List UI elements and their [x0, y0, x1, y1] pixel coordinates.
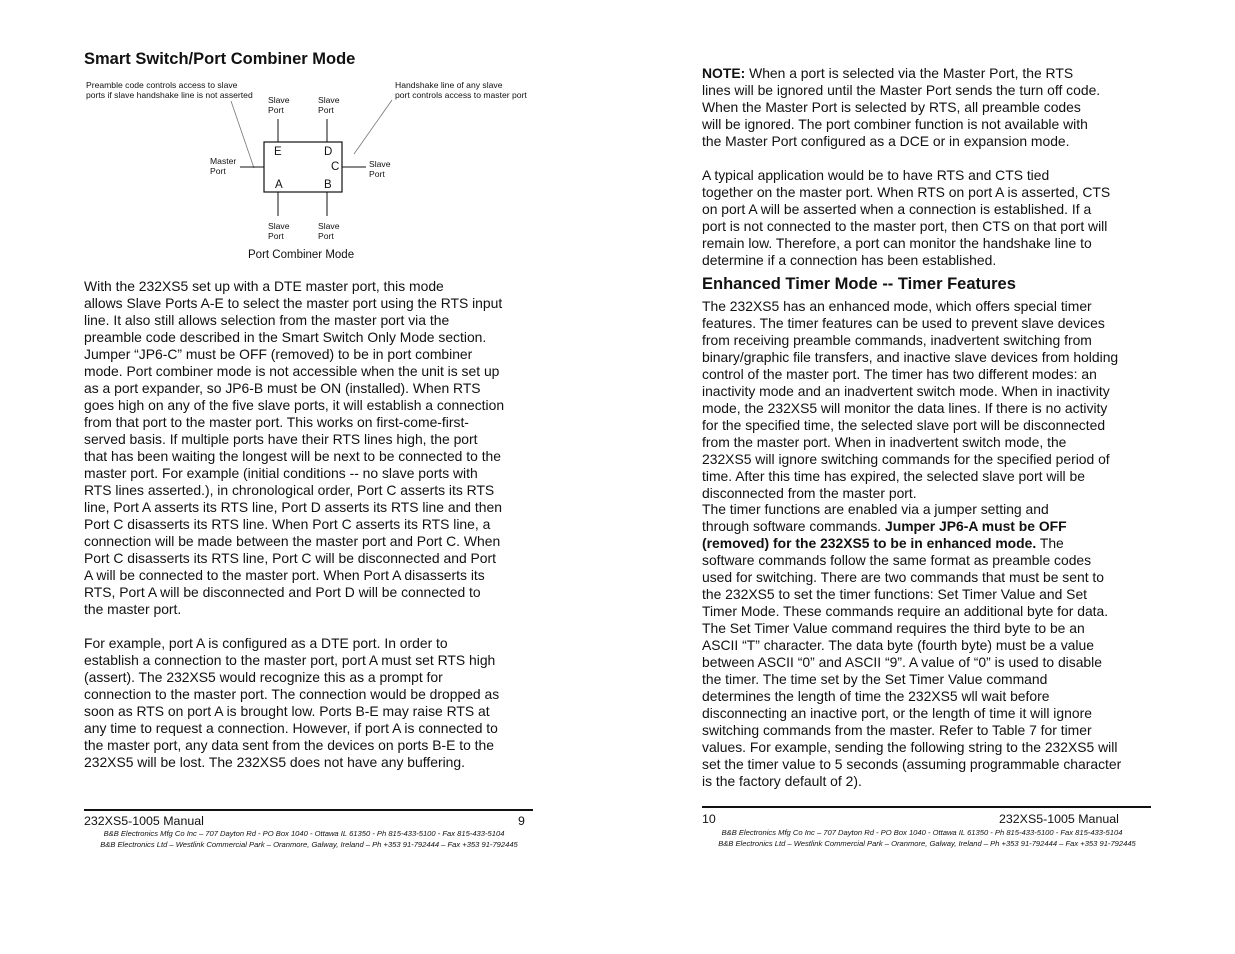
- callout-left-line-1: Preamble code controls access to slave: [86, 80, 238, 90]
- callout-left-line-2: ports if slave handshake line is not asserted: [86, 90, 253, 100]
- slave-right-label-line-1: Slave: [369, 159, 391, 169]
- callout-right-line-1: Handshake line of any slave: [395, 80, 503, 90]
- section-title-enhanced-timer: Enhanced Timer Mode -- Timer Features: [702, 275, 1016, 293]
- footer-rule-left: [84, 809, 533, 811]
- port-letter-b: B: [324, 179, 332, 191]
- port-combiner-diagram: [84, 76, 534, 266]
- footer-address-ie-right: B&B Electronics Ltd – Westlink Commercial Park – Oranmore, Galway, Ireland – Ph +353 91-792444 – Fax +353 91-792445: [718, 839, 1136, 848]
- port-letter-e: E: [274, 146, 282, 158]
- slave-right-label-line-2: Port: [369, 169, 385, 179]
- typical-application-paragraph: A typical application would be to have RTS and CTS tied together on the master port. When RTS on port A is asserted, CTS on port A will be asserted when a connection is established. If a port is not connected to the master port, then CTS on that port will remain low. Therefore, a port can monitor the handshake line to determine if a connection has been established.: [702, 167, 1111, 268]
- master-label-line-2: Port: [210, 166, 226, 176]
- callout-right-leader: [354, 100, 392, 154]
- note-text: When a port is selected via the Master Port, the RTS lines will be ignored until the Master Port sends the turn off code. When the Master Port is selected by RTS, all preamble codes will be ignored. The port combiner function is not available with the Master Port configured as a DCE or in expansion mode.: [702, 65, 1101, 149]
- slave-top-2-label-line-1: Slave: [318, 95, 340, 105]
- timer-functions-intro: The timer functions are enabled via a jumper setting and through software commands.: [702, 501, 1049, 534]
- slave-bottom-1-label-line-1: Slave: [268, 221, 290, 231]
- timer-functions-rest: The software commands follow the same format as preamble codes used for switching. There are two commands that must be sent to the 232XS5 to set the timer functions: Set Timer Value and Set Timer Mode. These commands require an additional byte for data. The Set Timer Value command requires the third byte to be an ASCII “T” character. The data byte (fourth byte) must be a value between ASCII “0” and ASCII “9”. A value of “0” is used to disable the timer. The time set by the Set Timer Value command determines the length of time the 232XS5 wll wait before disconnecting an inactive port, or the length of time it will ignore switching commands from the master. Refer to Table 7 for timer values. For example, sending the following string to the 232XS5 will set the timer value to 5 seconds (assuming programmable character is the factory default of 2).: [702, 535, 1122, 789]
- diagram-caption: Port Combiner Mode: [248, 249, 355, 261]
- slave-bottom-2-label-line-2: Port: [318, 231, 334, 241]
- footer-rule-right: [702, 806, 1151, 808]
- slave-top-1-label-line-2: Port: [268, 105, 284, 115]
- port-letter-c: C: [331, 161, 340, 173]
- right-page: [702, 0, 1152, 954]
- callout-right-line-2: port controls access to master port: [395, 90, 527, 100]
- footer-manual-name-right: 232XS5-1005 Manual: [999, 812, 1119, 826]
- port-letter-d: D: [324, 146, 333, 158]
- left-page: [84, 0, 534, 954]
- timer-functions-jumper-note: Jumper JP6-A must be OFF (removed) for the 232XS5 to be in enhanced mode.: [702, 518, 1067, 551]
- slave-bottom-2-label-line-1: Slave: [318, 221, 340, 231]
- footer-page-number-right: 10: [702, 812, 716, 826]
- footer-address-us-right: B&B Electronics Mfg Co Inc – 707 Dayton Rd - PO Box 1040 - Ottawa IL 61350 - Ph 815-433-5100 - Fax 815-433-5104: [721, 828, 1123, 837]
- port-letter-a: A: [275, 179, 283, 191]
- note-label: NOTE:: [702, 65, 746, 81]
- port-combiner-paragraph-1: With the 232XS5 set up with a DTE master port, this mode allows Slave Ports A-E to select the master port using the RTS input line. It also still allows selection from the master port via the preamble code described in the Smart Switch Only Mode section. Jumper “JP6-C” must be OFF (removed) to be in port combiner mode. Port combiner mode is not accessible when the unit is set up as a port expander, so JP6-B must be ON (installed). When RTS goes high on any of the five slave ports, it will establish a connection from that port to the master port. This works on first-come-first- served basis. If multiple ports have their RTS lines high, the port that has been waiting the longest will be next to be connected to the master port. For example (initial conditions -- no slave ports with RTS lines asserted.), in chronological order, Port C asserts its RTS line, Port A asserts its RTS line, Port D asserts its RTS line and then Port C disasserts its RTS line. When Port C asserts its RTS line, a connection will be made between the master port and Port C. When Port C disasserts its RTS line, Port C will be disconnected and Port A will be connected to the master port. When Port A disasserts its RTS, Port A will be disconnected and Port D will be connected to the master port.: [84, 278, 505, 617]
- footer-page-number-left: 9: [518, 814, 525, 828]
- slave-bottom-1-label-line-2: Port: [268, 231, 284, 241]
- master-label-line-1: Master: [210, 156, 237, 166]
- slave-top-1-label-line-1: Slave: [268, 95, 290, 105]
- port-combiner-paragraph-2: For example, port A is configured as a DTE port. In order to establish a connection to the master port, port A must set RTS high (assert). The 232XS5 would recognize this as a prompt for connection to the master port. The connection would be dropped as soon as RTS on port A is brought low. Ports B-E may raise RTS at any time to request a connection. However, if port A is connected to the master port, any data sent from the devices on ports B-E to the 232XS5 will be lost. The 232XS5 does not have any buffering.: [84, 635, 500, 770]
- footer-address-us-left: B&B Electronics Mfg Co Inc – 707 Dayton Rd - PO Box 1040 - Ottawa IL 61350 - Ph 815-433-5100 - Fax 815-433-5104: [103, 829, 505, 838]
- note-paragraph: [702, 65, 1162, 150]
- footer-manual-name-left: 232XS5-1005 Manual: [84, 814, 204, 828]
- slave-top-2-label-line-2: Port: [318, 105, 334, 115]
- timer-features-paragraph: The 232XS5 has an enhanced mode, which offers special timer features. The timer features can be used to prevent slave devices from receiving preamble commands, inadvertent switching from binary/graphic file transfers, and inactive slave devices from holding control of the master port. The timer has two different modes: an inactivity mode and an inadvertent switch mode. When in inactivity mode, the 232XS5 will monitor the data lines. If there is no activity for the specified time, the selected slave port will be disconnected from the master port. When in inadvertent switch mode, the 232XS5 will ignore switching commands for the specified period of time. After this time has expired, the selected slave port will be disconnected from the master port.: [702, 298, 1119, 501]
- section-title-port-combiner: Smart Switch/Port Combiner Mode: [84, 50, 356, 68]
- footer-address-ie-left: B&B Electronics Ltd – Westlink Commercial Park – Oranmore, Galway, Ireland – Ph +353 91-792444 – Fax +353 91-792445: [100, 840, 518, 849]
- timer-functions-paragraph: [702, 501, 1162, 790]
